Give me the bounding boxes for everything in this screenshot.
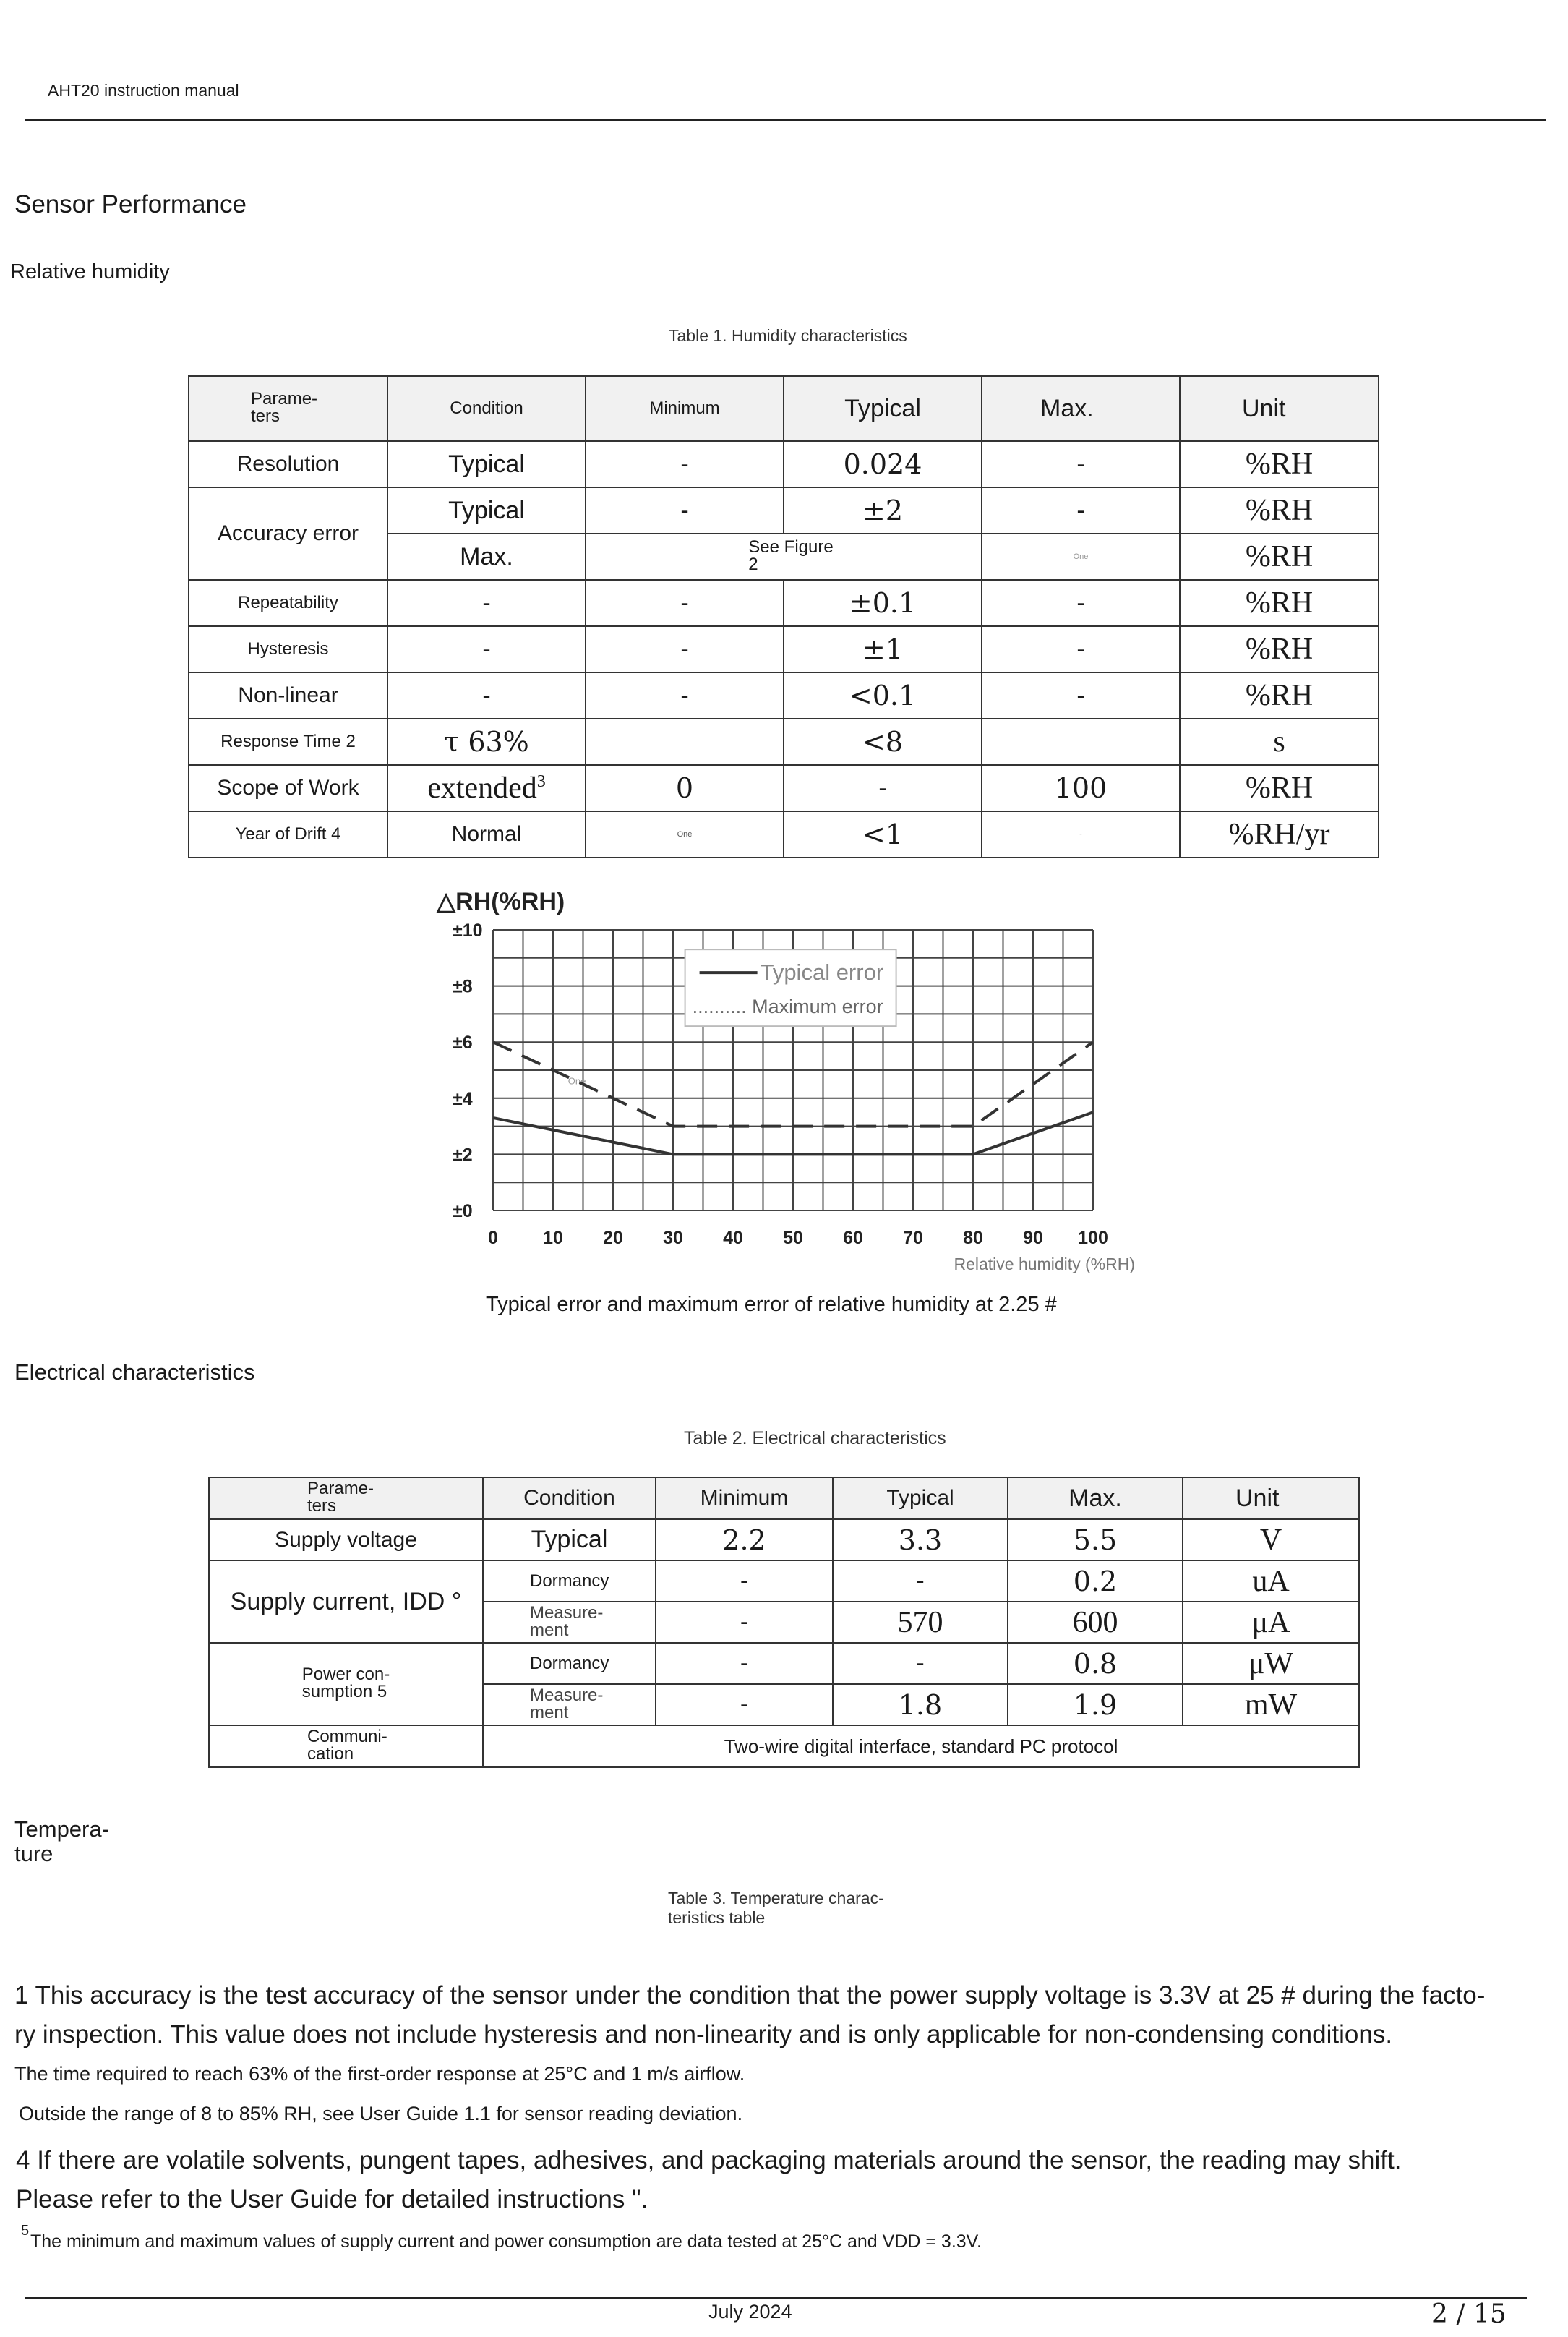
unit-cell: %RH xyxy=(1180,487,1379,534)
condition-cell: Normal xyxy=(387,811,586,858)
param-cell: Supply voltage xyxy=(209,1519,483,1560)
header-unit: Unit xyxy=(1183,1477,1359,1519)
table-header-row xyxy=(189,376,1379,441)
y-tick-label: ±8 xyxy=(453,976,473,997)
header-parameters: Parame- ters xyxy=(209,1477,483,1519)
max-cell: 600 xyxy=(1008,1602,1183,1643)
header-typical: Typical xyxy=(784,376,982,441)
table-header-row xyxy=(209,1477,1359,1519)
param-cell: Power con- sumption 5 xyxy=(209,1643,483,1725)
x-tick-label: 80 xyxy=(963,1228,983,1248)
unit-cell: mW xyxy=(1183,1684,1359,1725)
condition-cell: - xyxy=(387,626,586,672)
typical-cell: 0.024 xyxy=(784,441,982,487)
max-cell: - xyxy=(982,487,1180,534)
minimum-cell: - xyxy=(656,1643,833,1684)
condition-cell: extended$^3$ xyxy=(387,765,586,811)
x-tick-label: 50 xyxy=(783,1228,803,1248)
param-cell: Communi- cation xyxy=(209,1725,483,1767)
typical-cell: - xyxy=(833,1560,1008,1602)
table-row xyxy=(209,1519,1359,1560)
x-tick-label: 70 xyxy=(903,1228,923,1248)
max-cell: 1.9 xyxy=(1008,1684,1183,1725)
minimum-cell: - xyxy=(656,1560,833,1602)
minimum-cell: - xyxy=(586,441,784,487)
condition-cell: Dormancy xyxy=(483,1643,656,1684)
minimum-cell: 0 xyxy=(586,765,784,811)
minimum-cell: - xyxy=(656,1602,833,1643)
typical-cell: 3.3 xyxy=(833,1519,1008,1560)
max-cell: 100 xyxy=(982,765,1180,811)
typical-cell: 570 xyxy=(833,1602,1008,1643)
x-tick-label: 90 xyxy=(1023,1228,1043,1248)
minimum-cell: 2.2 xyxy=(656,1519,833,1560)
y-tick-label: ±4 xyxy=(453,1088,473,1109)
unit-cell: %RH xyxy=(1180,534,1379,580)
param-cell: Year of Drift 4 xyxy=(189,811,387,858)
condition-cell: τ 63% xyxy=(387,719,586,765)
typical-cell: <1 xyxy=(784,811,982,858)
unit-cell: %RH xyxy=(1180,441,1379,487)
condition-cell: Max. xyxy=(387,534,586,580)
header-typical: Typical xyxy=(833,1477,1008,1519)
unit-cell: %RH xyxy=(1180,626,1379,672)
footnote-2: The time required to reach 63% of the first-order response at 25°C and 1 m/s airflow. xyxy=(14,2063,745,2085)
minimum-cell: - xyxy=(586,626,784,672)
condition-cell: Dormancy xyxy=(483,1560,656,1602)
typical-cell: ±0.1 xyxy=(784,580,982,626)
minimum-cell: - xyxy=(586,580,784,626)
chart-annotation: One xyxy=(567,1075,586,1087)
unit-cell: μW xyxy=(1183,1643,1359,1684)
max-cell: 0.2 xyxy=(1008,1560,1183,1602)
max-cell: - xyxy=(982,626,1180,672)
y-tick-label: ±10 xyxy=(453,920,483,941)
param-cell: Repeatability xyxy=(189,580,387,626)
header-minimum: Minimum xyxy=(586,376,784,441)
unit-cell: %RH xyxy=(1180,672,1379,719)
table-row xyxy=(189,719,1379,765)
y-tick-label: ±0 xyxy=(453,1201,473,1221)
condition-cell: Typical xyxy=(483,1519,656,1560)
x-tick-label: 20 xyxy=(603,1228,623,1248)
param-cell: Supply current, IDD ° xyxy=(209,1560,483,1643)
max-cell: One xyxy=(982,534,1180,580)
figure-caption: Typical error and maximum error of relative humidity at 2.25 # xyxy=(486,1293,1057,1316)
see-figure-cell: See Figure 2 xyxy=(586,534,982,580)
header-parameters: Parame- ters xyxy=(189,376,387,441)
max-cell: - xyxy=(982,811,1180,858)
footnote-mark: 3 xyxy=(536,772,546,791)
header-max: Max. xyxy=(1008,1477,1183,1519)
x-tick-label: 100 xyxy=(1078,1228,1108,1248)
chart-title: △RH(%RH) xyxy=(437,888,565,915)
table-row xyxy=(189,811,1379,858)
unit-cell: uA xyxy=(1183,1560,1359,1602)
humidity-error-chart xyxy=(419,882,1157,1280)
table-row xyxy=(209,1725,1359,1767)
unit-cell: %RH/yr xyxy=(1180,811,1379,858)
typical-cell: <8 xyxy=(784,719,982,765)
x-tick-label: 30 xyxy=(663,1228,683,1248)
max-cell xyxy=(982,719,1180,765)
param-cell: Scope of Work xyxy=(189,765,387,811)
param-cell: Response Time 2 xyxy=(189,719,387,765)
header-condition: Condition xyxy=(483,1477,656,1519)
communication-cell: Two-wire digital interface, standard PC protocol xyxy=(483,1725,1359,1767)
typical-cell: 1.8 xyxy=(833,1684,1008,1725)
unit-cell: V xyxy=(1183,1519,1359,1560)
x-tick-label: 0 xyxy=(488,1228,498,1248)
unit-cell: μA xyxy=(1183,1602,1359,1643)
condition-cell: - xyxy=(387,580,586,626)
temperature-subtitle: Tempera- ture xyxy=(14,1816,109,1866)
y-tick-label: ±6 xyxy=(453,1033,473,1054)
typical-cell: - xyxy=(784,765,982,811)
y-tick-label: ±2 xyxy=(453,1145,473,1166)
max-cell: - xyxy=(982,672,1180,719)
max-cell: - xyxy=(982,441,1180,487)
humidity-table xyxy=(188,375,1379,858)
header-rule xyxy=(25,119,1546,121)
header-condition: Condition xyxy=(387,376,586,441)
x-axis-label: Relative humidity (%RH) xyxy=(954,1255,1135,1273)
table-row xyxy=(209,1560,1359,1602)
max-cell: 0.8 xyxy=(1008,1643,1183,1684)
minimum-cell: - xyxy=(586,487,784,534)
legend-label-maximum: .......... Maximum error xyxy=(692,996,883,1018)
condition-cell: Measure- ment xyxy=(483,1602,656,1643)
param-cell: Non-linear xyxy=(189,672,387,719)
table-row xyxy=(209,1643,1359,1684)
footer-rule xyxy=(25,2297,1527,2299)
condition-cell: - xyxy=(387,672,586,719)
table2-caption: Table 2. Electrical characteristics xyxy=(684,1428,946,1448)
table-row xyxy=(189,441,1379,487)
footer-date: July 2024 xyxy=(708,2301,792,2323)
footnote-3: Outside the range of 8 to 85% RH, see User Guide 1.1 for sensor reading deviation. xyxy=(19,2103,743,2124)
section-title: Sensor Performance xyxy=(14,190,247,218)
x-tick-label: 40 xyxy=(723,1228,743,1248)
table-row xyxy=(189,626,1379,672)
footnote-4: 4 If there are volatile solvents, pungent tapes, adhesives, and packaging materials around the sensor, the reading may shift. Please refer to the User Guide for detailed instructions ". xyxy=(16,2146,1402,2213)
x-tick-label: 60 xyxy=(843,1228,863,1248)
table-row xyxy=(189,765,1379,811)
humidity-subtitle: Relative humidity xyxy=(10,260,170,283)
max-cell: 5.5 xyxy=(1008,1519,1183,1560)
typical-cell: ±1 xyxy=(784,626,982,672)
condition-cell: Measure- ment xyxy=(483,1684,656,1725)
typical-cell: ±2 xyxy=(784,487,982,534)
legend-label-typical: Typical error xyxy=(760,960,884,986)
table3-caption: Table 3. Temperature charac- teristics table xyxy=(668,1889,884,1927)
footnote-1: 1 This accuracy is the test accuracy of the sensor under the condition that the power supply voltage is 3.3V at 25 # during the facto- ry inspection. This value does not include hysteresis and non-linearity and is only applicable for non-condensing conditions. xyxy=(14,1981,1486,2048)
header-minimum: Minimum xyxy=(656,1477,833,1519)
footnote-5-mark: 5 xyxy=(21,2223,30,2239)
param-cell: Hysteresis xyxy=(189,626,387,672)
footnote-5: The minimum and maximum values of supply current and power consumption are data tested at 25°C and VDD = 3.3V. xyxy=(30,2231,982,2252)
param-cell: Accuracy error xyxy=(189,487,387,580)
minimum-cell: - xyxy=(656,1684,833,1725)
unit-cell: %RH xyxy=(1180,580,1379,626)
minimum-cell xyxy=(586,719,784,765)
minimum-cell: - xyxy=(586,672,784,719)
electrical-table xyxy=(208,1477,1360,1768)
page-number: 2 / 15 xyxy=(1431,2299,1507,2329)
condition-cell: Typical xyxy=(387,487,586,534)
typical-cell: - xyxy=(833,1643,1008,1684)
minimum-cell: One xyxy=(586,811,784,858)
x-tick-label: 10 xyxy=(543,1228,563,1248)
table-row xyxy=(189,672,1379,719)
condition-cell: Typical xyxy=(387,441,586,487)
document-header-title: AHT20 instruction manual xyxy=(48,81,239,100)
table1-caption: Table 1. Humidity characteristics xyxy=(669,326,907,345)
header-max: Max. xyxy=(982,376,1180,441)
unit-cell: s xyxy=(1180,719,1379,765)
electrical-subtitle: Electrical characteristics xyxy=(14,1359,255,1385)
table-row xyxy=(189,580,1379,626)
table-row xyxy=(189,487,1379,534)
unit-cell: %RH xyxy=(1180,765,1379,811)
param-cell: Resolution xyxy=(189,441,387,487)
typical-cell: <0.1 xyxy=(784,672,982,719)
header-unit: Unit xyxy=(1180,376,1379,441)
max-cell: - xyxy=(982,580,1180,626)
